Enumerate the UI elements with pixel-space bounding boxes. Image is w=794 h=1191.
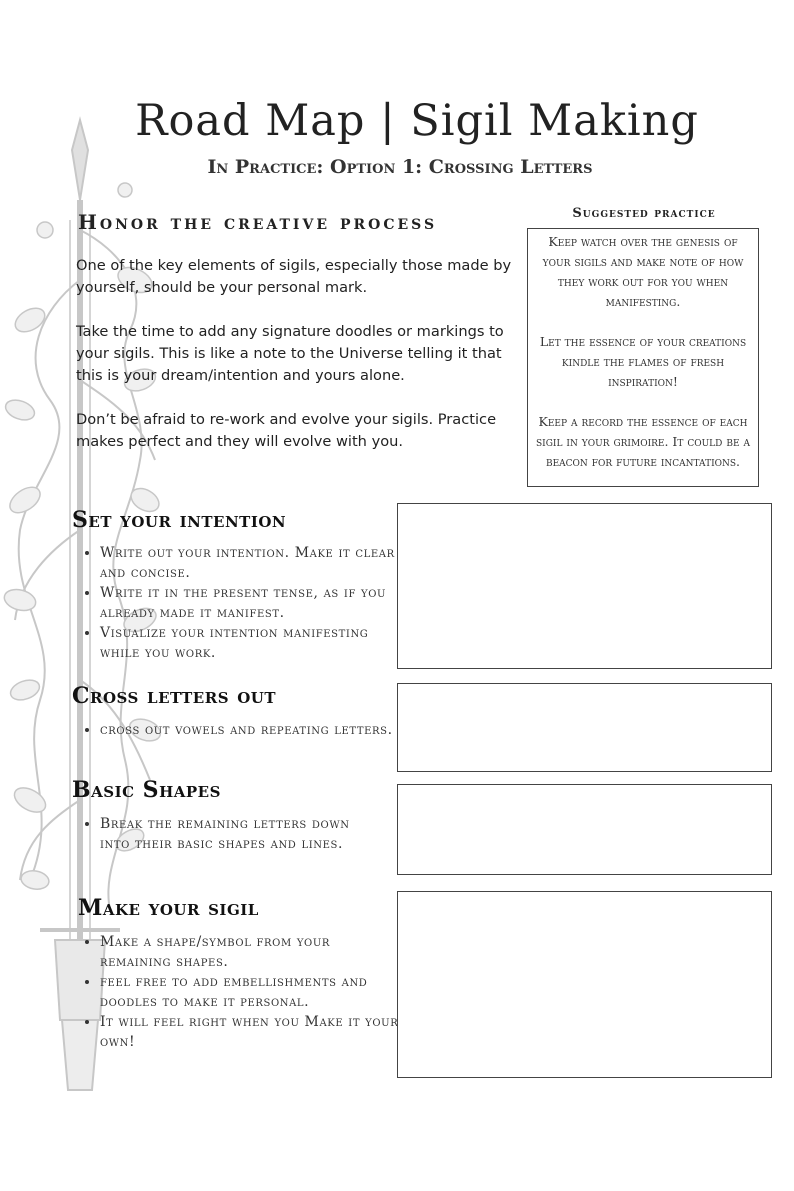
basic-shapes-list: [76, 814, 380, 854]
honor-heading: Honor the creative process: [78, 210, 438, 234]
intention-list: [76, 543, 400, 663]
list-item: • Write out your intention. Make it clear and concise.: [100, 543, 400, 583]
list-item: • feel free to add embellishments and doodles to make it personal.: [100, 972, 400, 1012]
list-item: • Break the remaining letters down into their basic shapes and lines.: [100, 814, 380, 854]
list-item: • cross out vowels and repeating letters.: [100, 720, 400, 740]
suggested-practice-box: [527, 228, 759, 487]
intro-paragraph: Don’t be afraid to re-work and evolve your sigils. Practice makes perfect and they will evolve with you.: [76, 411, 497, 450]
intention-drawing-box[interactable]: [397, 503, 772, 669]
suggested-paragraph: Keep a record the essence of each sigil in your grimoire. It could be a beacon for future incantations.: [535, 414, 751, 469]
list-item: • Write it in the present tense, as if you already made it manifest.: [100, 583, 400, 623]
intro-text: [76, 255, 516, 475]
make-sigil-drawing-box[interactable]: [397, 891, 772, 1078]
make-sigil-list: [76, 932, 400, 1052]
page-subtitle: In Practice: Option 1: Crossing Letters: [207, 156, 593, 178]
basic-shapes-drawing-box[interactable]: [397, 784, 772, 875]
section-heading-cross-letters: Cross letters out: [72, 683, 277, 709]
cross-letters-drawing-box[interactable]: [397, 683, 772, 772]
intro-paragraph: Take the time to add any signature doodles or markings to your sigils. This is like a note to the Universe telling it that this is your dream/intention and yours alone.: [76, 323, 504, 384]
intro-paragraph: One of the key elements of sigils, especially those made by yourself, should be your personal mark.: [76, 257, 512, 296]
list-item: • Make a shape/symbol from your remaining shapes.: [100, 932, 400, 972]
suggested-paragraph: Keep watch over the genesis of your sigils and make note of how they work out for you when manifesting.: [542, 234, 744, 309]
section-heading-make-sigil: Make your sigil: [78, 895, 259, 921]
suggested-practice-heading: Suggested practice: [572, 206, 716, 221]
suggested-paragraph: Let the essence of your creations kindle the flames of fresh inspiration!: [539, 334, 747, 389]
page-title: Road Map | Sigil Making: [135, 96, 699, 146]
section-heading-intention: Set your intention: [72, 507, 287, 533]
list-item: • Visualize your intention manifesting while you work.: [100, 623, 400, 663]
list-item: • It will feel right when you Make it your own!: [100, 1012, 400, 1052]
cross-letters-list: [76, 720, 400, 740]
section-heading-basic-shapes: Basic Shapes: [72, 777, 221, 803]
